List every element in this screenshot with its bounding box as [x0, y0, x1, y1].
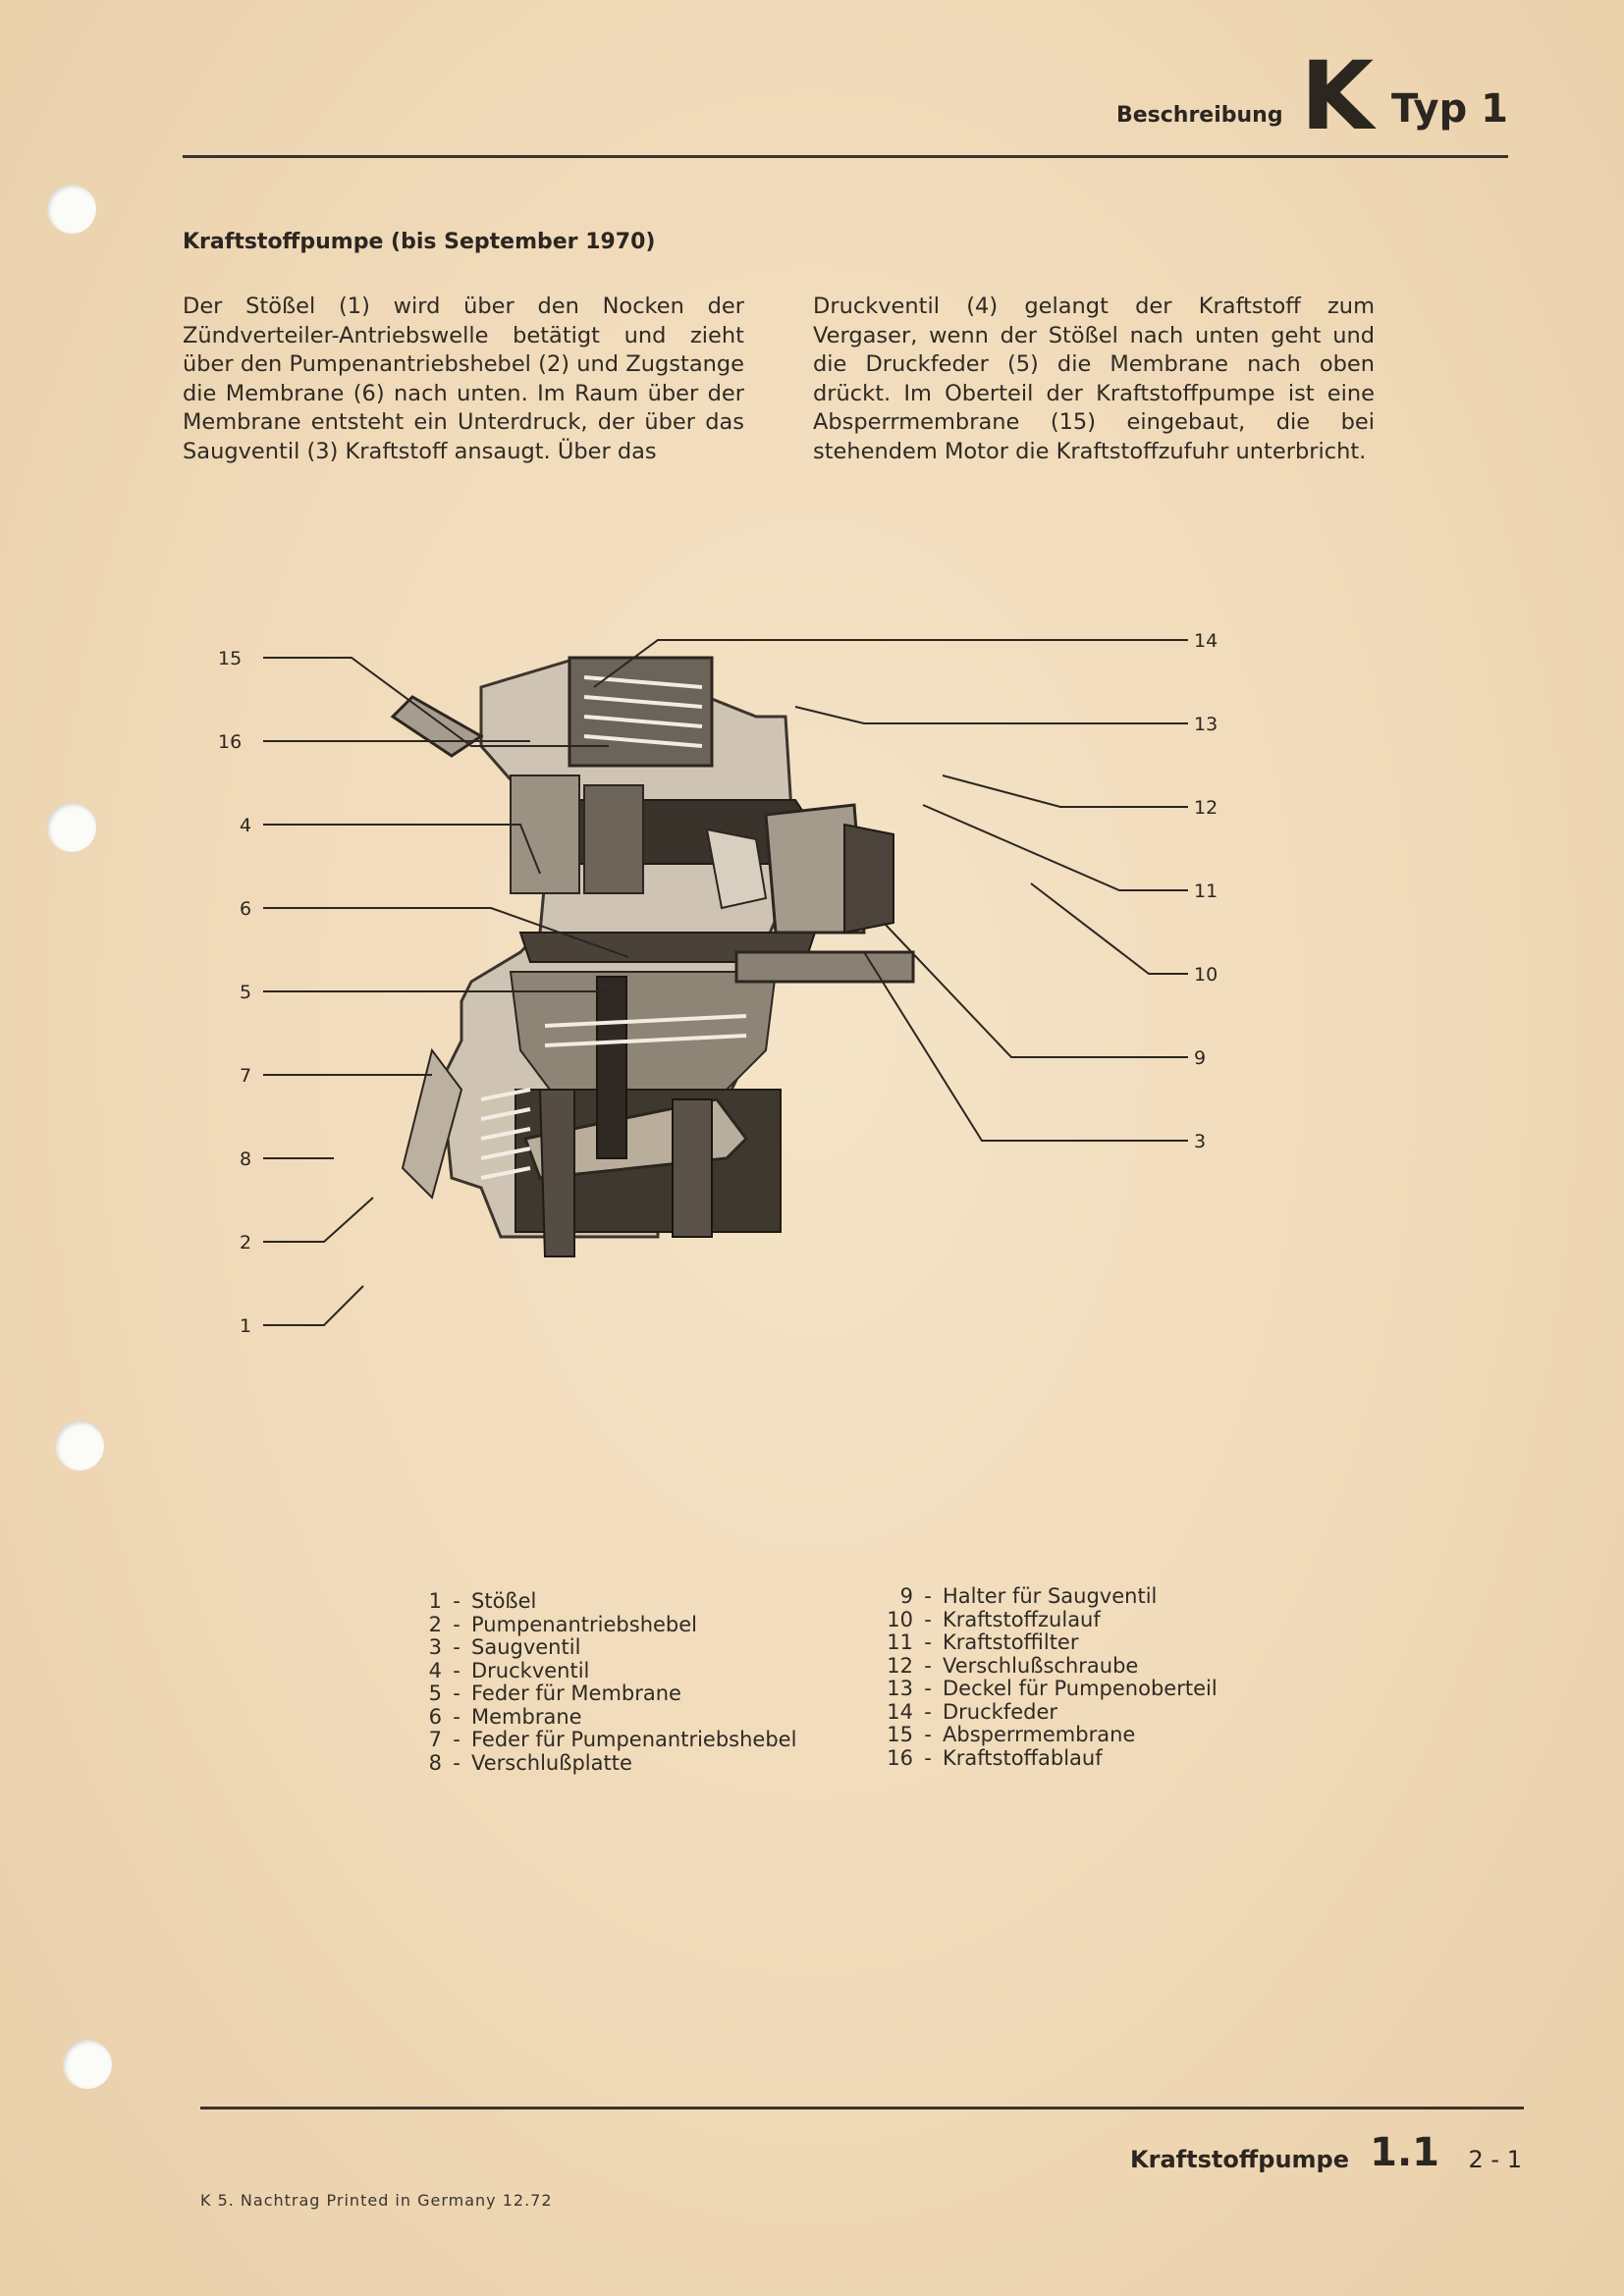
legend-number: 9 — [899, 1584, 913, 1608]
legend-number: 16 — [887, 1745, 913, 1770]
callout-label: 15 — [218, 648, 243, 669]
legend-label: Saugventil — [471, 1635, 581, 1659]
header-group-letter: K — [1300, 41, 1374, 151]
footer-page-number: 2 - 1 — [1468, 2146, 1522, 2173]
header-type: Typ 1 — [1390, 86, 1508, 132]
section-title: Kraftstoffpumpe (bis September 1970) — [183, 230, 656, 254]
callout-label: 3 — [1194, 1131, 1207, 1152]
callout-label: 9 — [1194, 1047, 1207, 1069]
body-column-left: Der Stößel (1) wird über den Nocken der Zündverteiler-Antriebswelle betätigt und zieht über den Pumpenantriebshebel (2) und Zugstange die Membrane (6) nach unten. Im Raum über der Membrane entsteht ein Unterdruck, der über das Saugventil (3) Kraftstoff ansaugt. Über das — [183, 294, 744, 464]
footer-section-number: 1.1 — [1370, 2130, 1439, 2175]
legend-separator: - — [924, 1745, 932, 1770]
legend-number: 2 — [428, 1612, 442, 1636]
legend-label: Kraftstoffilter — [943, 1630, 1079, 1654]
legend-item — [412, 1614, 796, 1637]
callout-labels-right — [1194, 630, 1218, 1152]
legend-item — [412, 1706, 796, 1730]
legend-label: Membrane — [471, 1704, 582, 1729]
legend-number: 11 — [887, 1630, 913, 1654]
legend-item — [412, 1660, 796, 1683]
legend-separator: - — [453, 1658, 460, 1682]
legend-label: Verschlußschraube — [943, 1653, 1139, 1678]
legend-number: 12 — [887, 1653, 913, 1678]
legend-separator: - — [924, 1699, 932, 1724]
legend-item — [412, 1636, 796, 1660]
legend-item — [884, 1631, 1218, 1655]
callout-label: 6 — [240, 898, 252, 920]
callout-label: 11 — [1194, 881, 1218, 902]
legend-separator: - — [924, 1584, 932, 1608]
legend-item — [412, 1590, 796, 1614]
legend-separator: - — [924, 1630, 932, 1654]
legend-item — [884, 1678, 1218, 1701]
legend-separator: - — [453, 1682, 460, 1705]
legend-number: 10 — [887, 1607, 913, 1631]
punch-hole — [47, 803, 96, 852]
legend-number: 13 — [887, 1677, 913, 1700]
punch-hole — [47, 185, 96, 234]
legend-label: Druckfeder — [943, 1699, 1058, 1724]
callout-label: 5 — [240, 982, 252, 1003]
legend-separator: - — [453, 1635, 460, 1659]
legend-number: 1 — [428, 1589, 442, 1613]
legend-number: 14 — [887, 1699, 913, 1724]
legend-separator: - — [453, 1589, 460, 1613]
legend-item — [884, 1701, 1218, 1725]
legend-item — [884, 1655, 1218, 1679]
header-description: Beschreibung — [1115, 103, 1283, 128]
callout-label: 1 — [240, 1315, 252, 1337]
legend-separator: - — [924, 1723, 932, 1746]
legend-item — [884, 1747, 1218, 1771]
footer-title: Kraftstoffpumpe — [1130, 2146, 1349, 2173]
legend-label: Stößel — [471, 1589, 537, 1613]
callout-label: 10 — [1194, 964, 1218, 986]
legend-separator: - — [453, 1728, 460, 1751]
legend-number: 15 — [887, 1723, 913, 1746]
callout-label: 14 — [1194, 630, 1218, 652]
legend-separator: - — [924, 1607, 932, 1631]
legend-label: Druckventil — [471, 1658, 590, 1682]
legend-separator: - — [453, 1612, 460, 1636]
legend-right — [884, 1585, 1218, 1770]
page-header — [1115, 39, 1508, 151]
legend-item — [884, 1585, 1218, 1609]
body-column-right: Druckventil (4) gelangt der Kraftstoff zum Vergaser, wenn der Stößel nach unten geht und die Druckfeder (5) die Membrane nach oben drückt. Im Oberteil der Kraftstoffpumpe ist eine Absperrmembrane (15) eingebaut, die bei stehendem Motor die Kraftstoffzufuhr unterbricht. — [813, 294, 1375, 464]
legend-separator: - — [924, 1653, 932, 1678]
callout-label: 16 — [218, 731, 243, 753]
legend-separator: - — [924, 1677, 932, 1700]
legend-label: Deckel für Pumpenoberteil — [943, 1677, 1218, 1700]
legend-number: 3 — [428, 1635, 442, 1659]
callout-label: 8 — [240, 1148, 252, 1170]
callout-label: 7 — [240, 1065, 252, 1087]
legend-item — [884, 1609, 1218, 1632]
legend-left — [412, 1590, 796, 1775]
legend-number: 6 — [428, 1704, 442, 1729]
header-rule — [183, 155, 1508, 158]
legend-separator: - — [453, 1750, 460, 1775]
callout-label: 4 — [240, 815, 252, 836]
callout-label: 2 — [240, 1232, 252, 1254]
pump-body — [393, 658, 913, 1256]
legend-label: Verschlußplatte — [471, 1750, 632, 1775]
legend-item — [884, 1724, 1218, 1747]
legend-number: 4 — [428, 1658, 442, 1682]
legend-separator: - — [453, 1704, 460, 1729]
legend-label: Feder für Membrane — [471, 1682, 681, 1705]
footer-rule — [200, 2107, 1524, 2109]
legend-label: Feder für Pumpenantriebshebel — [471, 1728, 797, 1751]
legend-number: 8 — [428, 1750, 442, 1775]
footer-print-note: K 5. Nachtrag Printed in Germany 12.72 — [200, 2191, 553, 2210]
legend-label: Absperrmembrane — [943, 1723, 1136, 1746]
legend-label: Kraftstoffzulauf — [943, 1607, 1101, 1631]
legend-number: 7 — [428, 1728, 442, 1751]
fuel-pump-cutaway-drawing — [218, 628, 1257, 1414]
fuel-pump-diagram — [218, 628, 1257, 1414]
punch-hole — [63, 2040, 112, 2089]
punch-hole — [55, 1421, 104, 1470]
legend-label: Pumpenantriebshebel — [471, 1612, 698, 1636]
legend-item — [412, 1729, 796, 1752]
callout-label: 13 — [1194, 714, 1218, 735]
legend-item — [412, 1682, 796, 1706]
legend-label: Halter für Saugventil — [943, 1584, 1158, 1608]
legend-item — [412, 1752, 796, 1776]
callout-label: 12 — [1194, 797, 1218, 819]
legend-number: 5 — [428, 1682, 442, 1705]
legend-label: Kraftstoffablauf — [943, 1745, 1103, 1770]
